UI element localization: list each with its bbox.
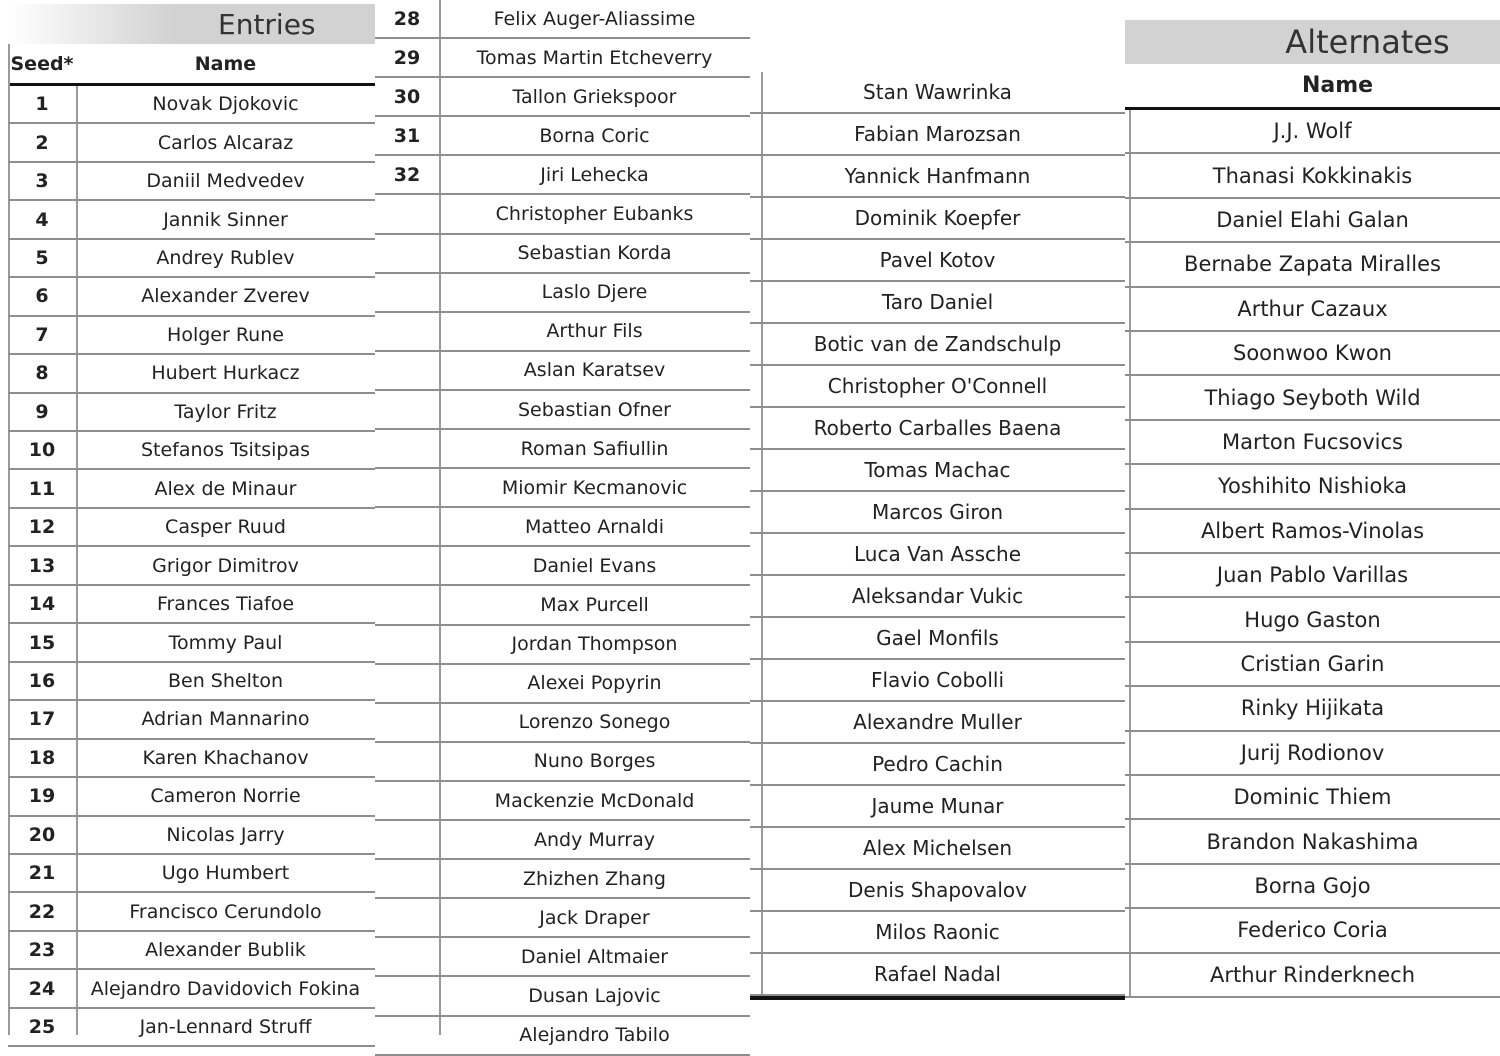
player-name: Miomir Kecmanovic [501,476,688,499]
alternates-title: Alternates [1285,23,1450,61]
player-name: Laslo Djere [541,281,648,304]
table-row [8,163,375,201]
player-name: Zhizhen Zhang [523,867,666,890]
table-row [750,660,1125,702]
table-row [8,471,375,509]
table-row [750,786,1125,828]
player-name: Daniil Medvedev [146,170,305,193]
player-name: Roman Safiullin [520,437,669,460]
table-row [375,665,750,704]
table-row [1125,154,1500,198]
alternates-header [1125,20,1500,64]
table-row [1125,288,1500,332]
table-row [1125,110,1500,154]
table-row [375,1017,750,1056]
table-row [8,1009,375,1047]
table-row [8,547,375,585]
table-row [375,860,750,899]
seed-cell: 17 [28,708,56,731]
seed-cell: 22 [28,900,56,923]
player-name: Taylor Fritz [174,400,277,423]
seed-cell: 15 [28,631,56,654]
player-name: Daniel Evans [532,554,657,577]
table-row [750,156,1125,198]
player-name: Jordan Thompson [511,633,678,656]
player-name: Yannick Hanfmann [844,164,1031,188]
player-name: Arthur Fils [546,320,643,343]
seed-cell: 19 [28,785,56,808]
table-row [750,72,1125,114]
table-row [750,828,1125,870]
player-name: Rinky Hijikata [1240,696,1385,721]
player-name: Gael Monfils [876,626,999,650]
seed-cell: 6 [35,285,49,308]
player-name: Bernabe Zapata Miralles [1184,252,1441,277]
table-row [375,626,750,665]
seed-cell: 13 [28,554,56,577]
player-name: Alexander Bublik [145,939,306,962]
player-name: Andy Murray [534,828,655,851]
player-name: Lorenzo Sonego [518,711,671,734]
player-name: J.J. Wolf [1273,119,1352,144]
seed-cell: 32 [393,163,421,186]
table-row [8,509,375,547]
player-name: Tomas Machac [864,458,1011,482]
table-row [8,663,375,701]
player-name: Andrey Rublev [156,247,295,270]
table-row [1125,776,1500,820]
player-name: Federico Coria [1237,918,1388,943]
player-name: Novak Djokovic [152,93,299,116]
table-row [1125,554,1500,598]
table-row [375,978,750,1017]
player-name: Francisco Cerundolo [129,900,322,923]
player-name: Brandon Nakashima [1206,829,1419,854]
table-row [375,274,750,313]
table-row [8,432,375,470]
player-name: Felix Auger-Aliassime [493,7,696,30]
table-row [375,0,750,39]
player-name: Tallon Griekspoor [512,85,677,108]
table-row [1125,421,1500,465]
table-row [1125,332,1500,376]
player-name: Nicolas Jarry [166,823,285,846]
player-name: Borna Coric [539,124,650,147]
table-row [375,821,750,860]
player-name: Carlos Alcaraz [157,131,294,154]
seed-cell: 29 [393,46,421,69]
table-row [1125,376,1500,420]
seed-cell: 3 [35,170,49,193]
table-row [750,492,1125,534]
table-row [8,701,375,739]
table-row [8,893,375,931]
player-name: Alexandre Muller [853,710,1022,734]
table-row [375,547,750,586]
player-name: Hugo Gaston [1244,607,1381,632]
seed-cell: 5 [35,247,49,270]
seed-cell: 18 [28,746,56,769]
player-name: Jannik Sinner [163,208,288,231]
table-row [1125,598,1500,642]
table-row [375,899,750,938]
player-name: Adrian Mannarino [141,708,310,731]
player-name: Stan Wawrinka [863,80,1012,104]
player-name: Rafael Nadal [874,962,1001,986]
seed-cell: 9 [35,400,49,423]
player-name: Jaume Munar [871,794,1004,818]
seed-cell: 25 [28,1016,56,1039]
table-row [375,704,750,743]
table-row [375,313,750,352]
table-row [1125,243,1500,287]
player-name: Thanasi Kokkinakis [1212,163,1413,188]
player-name: Flavio Cobolli [870,668,1005,692]
player-name: Holger Rune [167,323,284,346]
table-row [8,932,375,970]
table-row [8,317,375,355]
seed-cell: 21 [28,862,56,885]
seed-cell: 4 [35,208,49,231]
seed-cell: 31 [393,124,421,147]
table-row [750,282,1125,324]
table-row [8,586,375,624]
entries-title: Entries [218,7,316,41]
seed-cell: 10 [28,439,56,462]
player-name: Arthur Rinderknech [1209,962,1416,987]
player-name: Jurij Rodionov [1240,740,1385,765]
table-row [750,744,1125,786]
player-name: Juan Pablo Varillas [1216,563,1409,588]
player-name: Thiago Seyboth Wild [1204,385,1421,410]
player-name: Aleksandar Vukic [851,584,1024,608]
player-name: Tommy Paul [168,631,283,654]
player-name: Fabian Marozsan [854,122,1021,146]
table-row [1125,510,1500,554]
player-name: Jiri Lehecka [540,163,649,186]
table-row [8,778,375,816]
player-name: Roberto Carballes Baena [813,416,1062,440]
table-row [750,870,1125,912]
table-row [375,78,750,117]
table-row [1125,643,1500,687]
player-name: Jan-Lennard Struff [139,1016,312,1039]
entries-header [8,4,375,44]
player-name: Albert Ramos-Vinolas [1200,518,1425,543]
alternates-column-headers [1125,64,1500,110]
seed-cell: 28 [393,7,421,30]
table-row [375,430,750,469]
table-row [750,408,1125,450]
entries-column-headers [8,44,375,86]
seed-column-header: Seed* [10,52,74,75]
player-name: Sebastian Ofner [518,398,671,421]
name-column-header: Name [194,52,257,75]
player-name: Denis Shapovalov [848,878,1027,902]
player-name: Jack Draper [539,906,650,929]
player-name: Nuno Borges [533,750,656,773]
table-row [750,618,1125,660]
seed-cell: 2 [35,131,49,154]
table-row [750,198,1125,240]
table-row [375,39,750,78]
player-name: Max Purcell [540,594,649,617]
player-name: Pavel Kotov [879,248,996,272]
seed-cell: 24 [28,977,56,1000]
table-row [750,324,1125,366]
player-name: Christopher O'Connell [827,374,1048,398]
table-row [8,201,375,239]
player-name: Cristian Garin [1240,651,1385,676]
player-name: Ugo Humbert [161,862,290,885]
table-row [750,702,1125,744]
seed-cell: 23 [28,939,56,962]
table-row [1125,687,1500,731]
player-name: Yoshihito Nishioka [1217,474,1407,499]
table-row [375,508,750,547]
table-row [375,743,750,782]
player-name: Botic van de Zandschulp [813,332,1062,356]
player-name: Sebastian Korda [517,242,672,265]
player-name: Alex de Minaur [154,477,297,500]
player-name: Matteo Arnaldi [524,515,665,538]
player-name: Marcos Giron [871,500,1004,524]
table-row [750,534,1125,576]
seed-cell: 8 [35,362,49,385]
table-row [8,817,375,855]
table-row [8,970,375,1008]
table-row [8,240,375,278]
player-name: Milos Raonic [875,920,1000,944]
seed-cell: 7 [35,323,49,346]
table-row [750,450,1125,492]
player-name: Alejandro Davidovich Fokina [90,977,361,1000]
player-name: Taro Daniel [881,290,994,314]
table-row [750,912,1125,954]
player-name: Hubert Hurkacz [151,362,300,385]
alternates-name-header: Name [1301,73,1374,98]
seed-cell: 14 [28,593,56,616]
player-name: Grigor Dimitrov [152,554,299,577]
table-row [1125,732,1500,776]
player-name: Soonwoo Kwon [1233,341,1392,366]
player-name: Dominik Koepfer [854,206,1021,230]
table-row [375,782,750,821]
seed-cell: 20 [28,823,56,846]
player-name: Arthur Cazaux [1237,296,1388,321]
table-row [8,355,375,393]
player-name: Stefanos Tsitsipas [140,439,310,462]
player-name: Ben Shelton [168,669,283,692]
player-name: Frances Tiafoe [156,593,295,616]
table-row [8,278,375,316]
player-name: Marton Fucsovics [1221,429,1403,454]
table-row [8,86,375,124]
player-name: Luca Van Assche [854,542,1021,566]
player-name: Cameron Norrie [150,785,301,808]
player-name: Casper Ruud [165,516,286,539]
table-row [750,576,1125,618]
table-row [1125,820,1500,864]
table-row [8,855,375,893]
player-name: Alexei Popyrin [527,672,662,695]
table-row [750,954,1125,996]
table-row [8,394,375,432]
table-row [1125,199,1500,243]
seed-cell: 16 [28,669,56,692]
table-row [1125,465,1500,509]
table-row [750,114,1125,156]
table-row [750,366,1125,408]
player-name: Mackenzie McDonald [494,789,695,812]
table-row [8,124,375,162]
table-row [375,235,750,274]
player-name: Alejandro Tabilo [519,1024,670,1047]
table-row [375,196,750,235]
table-bottom-rule [750,996,1125,1000]
player-name: Dominic Thiem [1233,785,1392,810]
player-name: Dusan Lajovic [528,985,661,1008]
player-name: Tomas Martin Etcheverry [476,46,713,69]
player-name: Aslan Karatsev [523,359,666,382]
table-row [8,624,375,662]
player-name: Alexander Zverev [141,285,310,308]
player-name: Borna Gojo [1254,873,1371,898]
table-row [375,587,750,626]
table-row [375,469,750,508]
player-name: Daniel Elahi Galan [1216,207,1409,232]
table-row [375,352,750,391]
player-name: Daniel Altmaier [520,945,669,968]
seed-cell: 1 [35,93,49,116]
table-row [8,740,375,778]
seed-cell: 30 [393,85,421,108]
player-name: Karen Khachanov [142,746,309,769]
table-row [1125,865,1500,909]
table-row [375,391,750,430]
player-name: Pedro Cachin [872,752,1003,776]
table-row [750,240,1125,282]
seed-cell: 11 [28,477,56,500]
seed-cell: 12 [28,516,56,539]
table-row [375,117,750,156]
table-row [1125,909,1500,953]
table-row [1125,954,1500,998]
table-row [375,156,750,195]
player-name: Alex Michelsen [862,836,1013,860]
player-name: Christopher Eubanks [495,203,694,226]
table-row [375,938,750,977]
